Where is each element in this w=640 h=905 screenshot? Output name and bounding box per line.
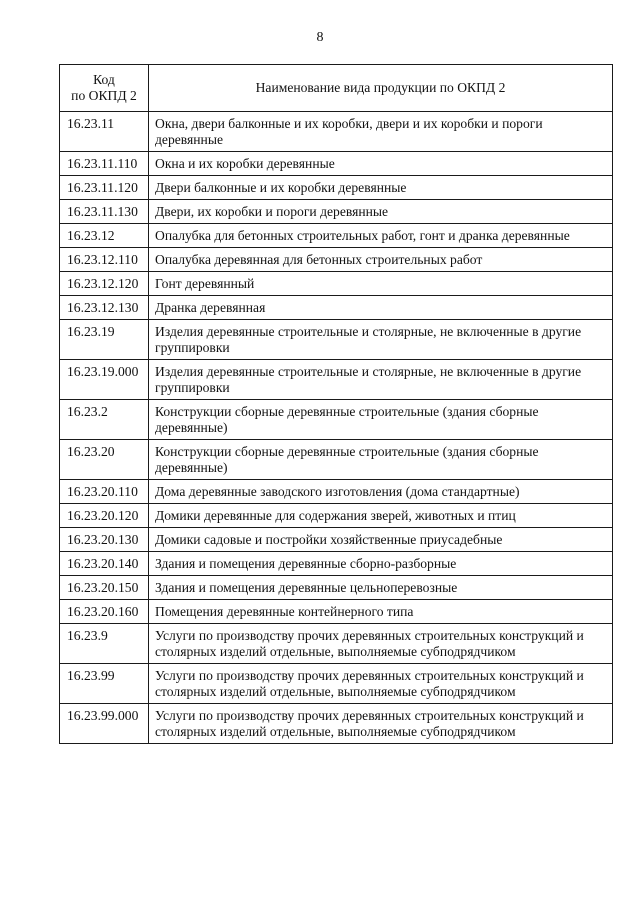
row-name-cell: Услуги по производству прочих деревянных строительных конструкций и столярных изделий отдельные, выполняемые субподрядчиком [149,624,613,664]
table-row [60,200,613,224]
row-code-cell: 16.23.11.120 [60,176,149,200]
row-code-cell: 16.23.19 [60,320,149,360]
row-code-cell: 16.23.20.140 [60,552,149,576]
row-name-cell: Конструкции сборные деревянные строительные (здания сборные деревянные) [149,440,613,480]
table-row [60,552,613,576]
row-code-cell: 16.23.11.110 [60,152,149,176]
table-header [60,65,613,112]
row-name-cell: Двери, их коробки и пороги деревянные [149,200,613,224]
table-row [60,528,613,552]
header-code-line2: по ОКПД 2 [71,88,137,103]
table-row [60,296,613,320]
row-code-cell: 16.23.12.110 [60,248,149,272]
row-code-cell: 16.23.20.150 [60,576,149,600]
row-name-cell: Домики садовые и постройки хозяйственные приусадебные [149,528,613,552]
table-row [60,320,613,360]
header-code [60,65,149,112]
table-row [60,152,613,176]
row-code-cell: 16.23.20.120 [60,504,149,528]
table-row [60,440,613,480]
table-row [60,224,613,248]
row-code-cell: 16.23.20.110 [60,480,149,504]
row-code-cell: 16.23.11.130 [60,200,149,224]
row-name-cell: Дома деревянные заводского изготовления (дома стандартные) [149,480,613,504]
row-code-cell: 16.23.9 [60,624,149,664]
row-code-cell: 16.23.2 [60,400,149,440]
row-code-cell: 16.23.12.130 [60,296,149,320]
table-row [60,704,613,744]
row-name-cell: Здания и помещения деревянные сборно-разборные [149,552,613,576]
row-code-cell: 16.23.11 [60,112,149,152]
row-name-cell: Гонт деревянный [149,272,613,296]
row-name-cell: Здания и помещения деревянные цельноперевозные [149,576,613,600]
row-code-cell: 16.23.99.000 [60,704,149,744]
okpd-table-container [59,64,612,744]
row-name-cell: Окна, двери балконные и их коробки, двери и их коробки и пороги деревянные [149,112,613,152]
row-code-cell: 16.23.20.130 [60,528,149,552]
table-row [60,176,613,200]
row-name-cell: Изделия деревянные строительные и столярные, не включенные в другие группировки [149,360,613,400]
row-code-cell: 16.23.20 [60,440,149,480]
row-name-cell: Изделия деревянные строительные и столярные, не включенные в другие группировки [149,320,613,360]
row-name-cell: Услуги по производству прочих деревянных строительных конструкций и столярных изделий отдельные, выполняемые субподрядчиком [149,664,613,704]
table-row [60,360,613,400]
row-code-cell: 16.23.19.000 [60,360,149,400]
row-name-cell: Опалубка деревянная для бетонных строительных работ [149,248,613,272]
row-name-cell: Домики деревянные для содержания зверей, животных и птиц [149,504,613,528]
row-name-cell: Опалубка для бетонных строительных работ, гонт и дранка деревянные [149,224,613,248]
table-row [60,576,613,600]
header-row [60,65,613,112]
row-name-cell: Услуги по производству прочих деревянных строительных конструкций и столярных изделий отдельные, выполняемые субподрядчиком [149,704,613,744]
row-code-cell: 16.23.20.160 [60,600,149,624]
page-number: 8 [316,30,324,45]
header-code-line1: Код [93,72,115,87]
row-name-cell: Помещения деревянные контейнерного типа [149,600,613,624]
row-code-cell: 16.23.12 [60,224,149,248]
table-row [60,480,613,504]
table-row [60,112,613,152]
okpd-table [59,64,613,744]
header-name: Наименование вида продукции по ОКПД 2 [149,65,613,112]
table-row [60,600,613,624]
table-row [60,624,613,664]
table-row [60,504,613,528]
row-name-cell: Дранка деревянная [149,296,613,320]
row-name-cell: Окна и их коробки деревянные [149,152,613,176]
table-row [60,400,613,440]
row-code-cell: 16.23.99 [60,664,149,704]
row-name-cell: Конструкции сборные деревянные строительные (здания сборные деревянные) [149,400,613,440]
table-row [60,248,613,272]
table-body [60,112,613,744]
table-row [60,272,613,296]
table-row [60,664,613,704]
row-code-cell: 16.23.12.120 [60,272,149,296]
row-name-cell: Двери балконные и их коробки деревянные [149,176,613,200]
